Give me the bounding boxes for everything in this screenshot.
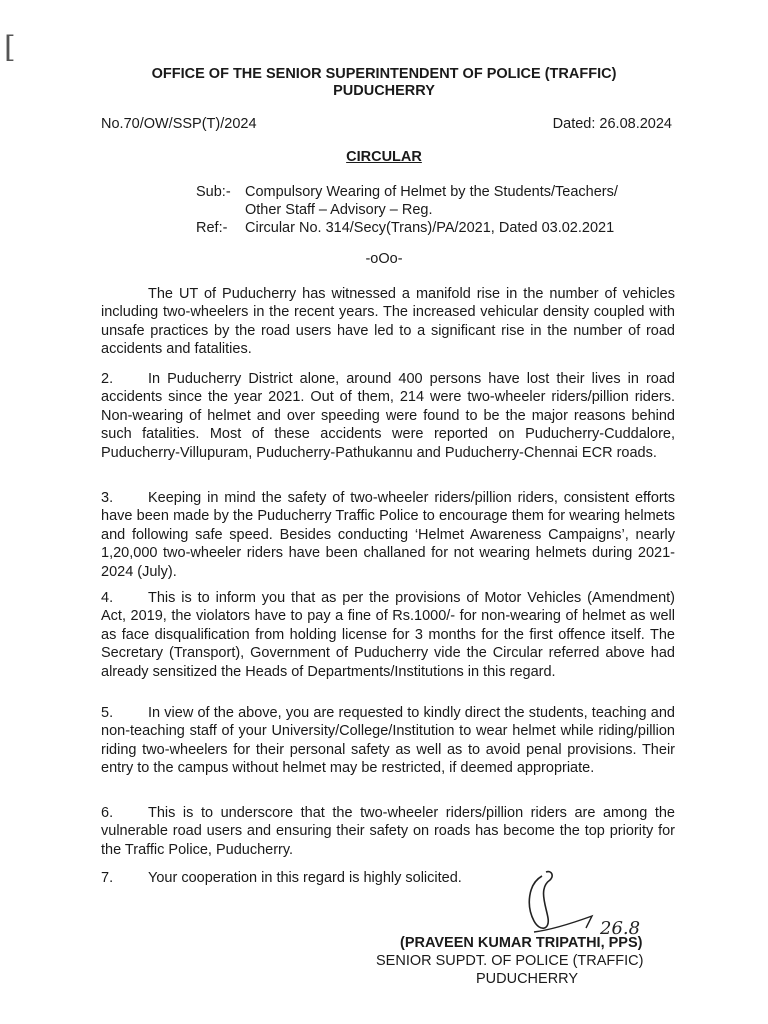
paragraph-1: The UT of Puducherry has witnessed a manifold rise in the number of vehicles including two-wheelers in the recent years. The increased vehicular density coupled with unsafe practices by the road users have led to a significant rise in the number of road accidents and fatalities. [101,286,675,358]
subject-line-1: Compulsory Wearing of Helmet by the Students/Teachers/ [245,184,618,200]
paragraph-text: In Puducherry District alone, around 400 persons have lost their lives in road accidents since the year 2021. Out of them, 214 were two-wheeler riders/pillion riders. Non-wearing of helmet and over speeding were found to be the major reasons behind such fatalities. Most of these accidents were reported on Puducherry-Cuddalore, Puducherry-Villupuram, Puducherry-Pathukannu and Puducherry-Chennai ECR roads. [101,371,675,461]
office-location: PUDUCHERRY [333,83,435,99]
paragraph-number: 5. [101,705,114,721]
subject-line-2: Other Staff – Advisory – Reg. [245,202,433,218]
signatory-designation: SENIOR SUPDT. OF POLICE (TRAFFIC) [376,953,644,969]
paragraph-number: 7. [101,870,114,886]
signatory-name: (PRAVEEN KUMAR TRIPATHI, PPS) [400,935,643,951]
issue-date: Dated: 26.08.2024 [552,116,672,132]
paragraph-3 [101,489,675,581]
paragraph-number: 6. [101,805,114,821]
paragraph-text: This is to inform you that as per the provisions of Motor Vehicles (Amendment) Act, 2019, the violators have to pay a fine of Rs.1000/- for non-wearing of helmet as well as face disqualification from holding license for 3 months for the first offence itself. The Secretary (Transport), Government of Puducherry vide the Circular referred above had already sensitized the Heads of Departments/Institutions in this regard. [101,590,675,680]
separator: -oOo- [365,251,403,267]
signatory-place: PUDUCHERRY [476,971,579,987]
paragraph-text: Keeping in mind the safety of two-wheeler riders/pillion riders, consistent efforts have been made by the Puducherry Traffic Police to encourage them for wearing helmets and following safe speed. Besides conducting ‘Helmet Awareness Campaigns’, nearly 1,20,000 two-wheeler riders have been challaned for not wearing helmets during 2021-2024 (July). [101,490,675,580]
reference-number: No.70/OW/SSP(T)/2024 [101,116,257,132]
paragraph-4 [101,589,675,681]
scan-margin-mark: [ [4,30,16,65]
paragraph-5 [101,704,675,778]
reference-label: Ref:- [196,220,228,236]
paragraph-6 [101,804,675,859]
handwritten-date: 26.8 [600,918,641,939]
subject-block [196,183,618,237]
paragraph-7 [101,870,462,886]
reference-text: Circular No. 314/Secy(Trans)/PA/2021, Dated 03.02.2021 [245,220,615,236]
paragraph-number: 4. [101,590,114,606]
paragraph-text: Your cooperation in this regard is highly solicited. [148,870,462,886]
paragraph-text: In view of the above, you are requested to kindly direct the students, teaching and non-teaching staff of your University/College/Institution to wear helmet while riding/pillion riding two-wheelers for their personal safety as well as to avoid penal provisions. Their entry to the campus without helmet may be restricted, if deemed appropriate. [101,705,675,777]
office-title: OFFICE OF THE SENIOR SUPERINTENDENT OF POLICE (TRAFFIC) [151,66,617,82]
paragraph-number: 3. [101,490,114,506]
subject-label: Sub:- [196,184,231,200]
document-title: CIRCULAR [346,149,422,165]
paragraph-2 [101,370,675,462]
handwritten-signature [520,866,680,946]
paragraph-text: This is to underscore that the two-wheeler riders/pillion riders are among the vulnerable road users and ensuring their safety on roads has become the top priority for the Traffic Police, Puducherry. [101,805,675,858]
paragraph-number: 2. [101,371,114,387]
